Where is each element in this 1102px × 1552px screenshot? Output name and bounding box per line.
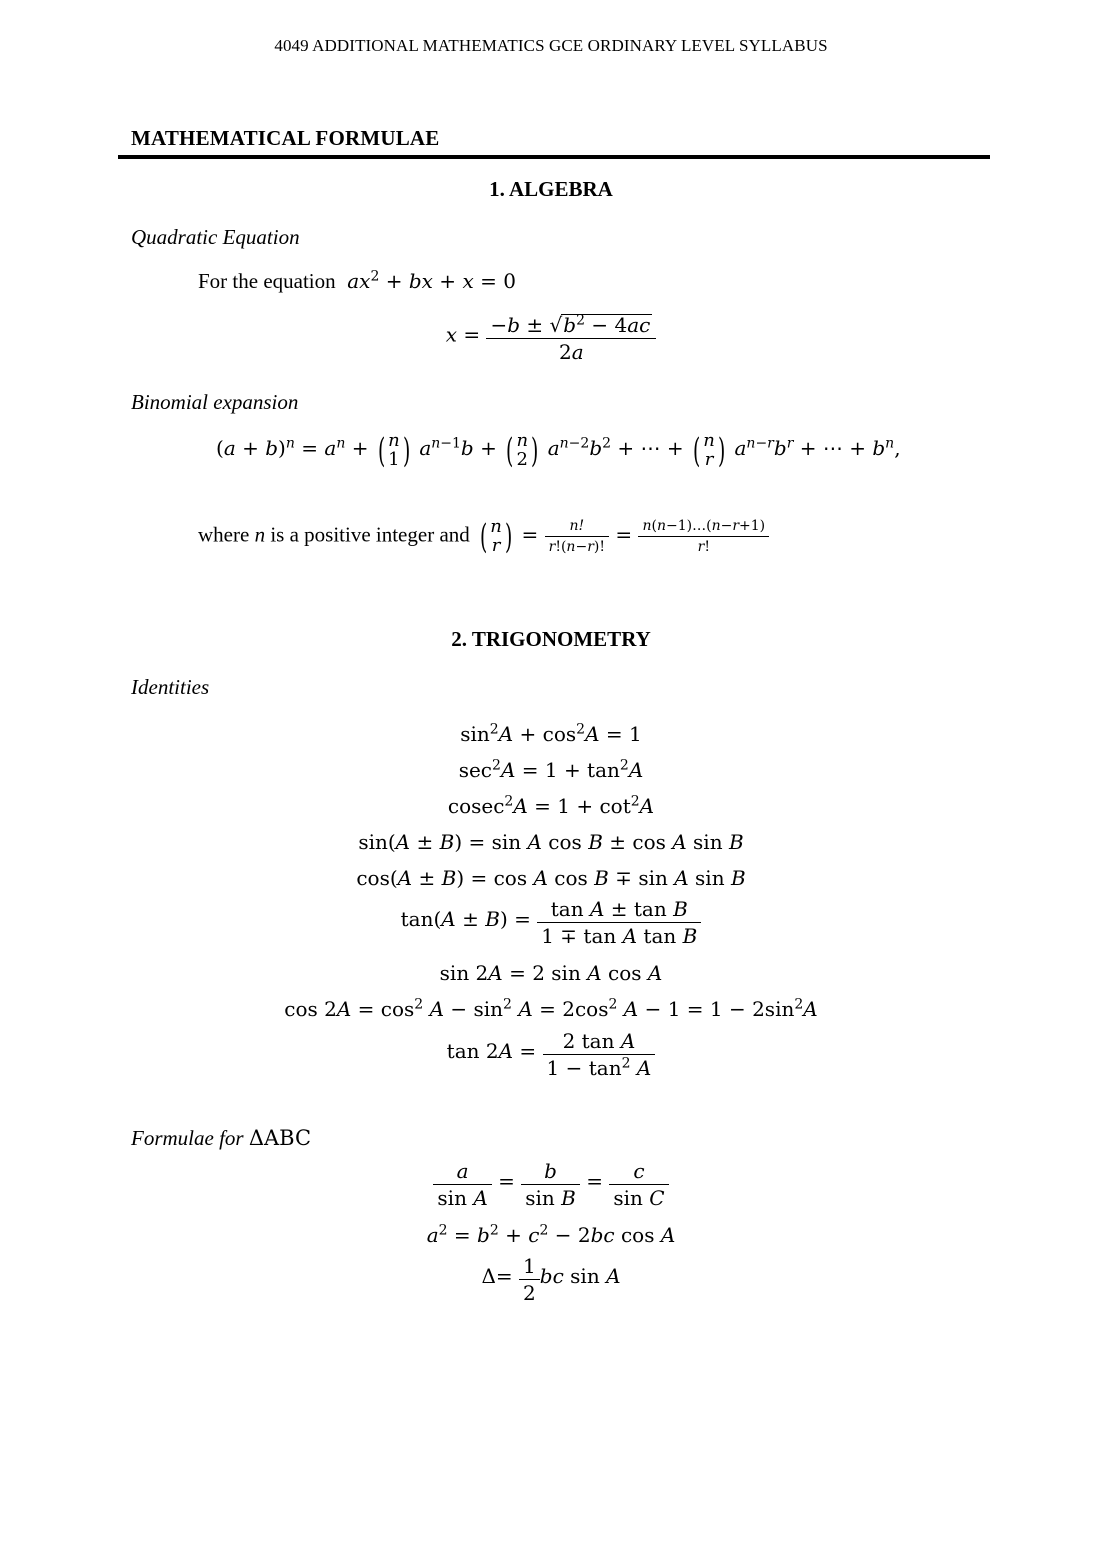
where-n: n	[254, 522, 266, 547]
page-title: MATHEMATICAL FORMULAE	[131, 126, 440, 150]
identity-7: sin 2A = 2 sin A cos A	[439, 961, 663, 985]
identity-1: $\sin^2A + \cos^2A = 1$	[460, 721, 642, 746]
sine-rule: $\frac{a}{\text{sin A}}$ = $\frac{b}{\text{sin B}}$ = $\frac{c}{\text{sin C}}$	[0, 1161, 1102, 1208]
identity-8: $\cos 2A = \cos^2 A - \sin^2 A = 2\cos^2$ $A - 1 = 1 - 2\sin^2A$	[284, 996, 818, 1021]
running-header: 4049 ADDITIONAL MATHEMATICS GCE ORDINARY LEVEL SYLLABUS	[274, 36, 828, 55]
quadratic-fraction: $\frac{-b \pm √b^2 - 4ac}{2a}$	[486, 314, 656, 362]
binomial-definition: where n is a positive integer and ( n r ) = $\frac{n!}{r!(n-r)!}$ = $\frac{n(n-1)\dots(n-r+1)}{r!}$	[198, 518, 769, 556]
identity-6: tan(A ± B) = $\frac{\text{tan A ± tan B}}{\text{1 ∓ tan A tan B}}$	[0, 899, 1102, 946]
identity-9: tan 2A = $\frac{\text{2 tan A}}{1 - \tan^2 A}$	[0, 1031, 1102, 1078]
quadratic-intro-text: For the equation	[198, 269, 336, 293]
subheading-triangle	[131, 1126, 311, 1151]
subheading-identities: Identities	[131, 675, 210, 699]
quadratic-equation: $ax^2$ + bx + x = 0	[347, 268, 516, 293]
quadratic-intro	[198, 269, 516, 294]
cosine-rule: $a^2 = b^2 + c^2 - 2bc$ cos A	[426, 1222, 676, 1247]
section-heading-algebra: 1. ALGEBRA	[489, 177, 613, 201]
subheading-quadratic: Quadratic Equation	[131, 225, 300, 249]
section-heading-trigonometry: 2. TRIGONOMETRY	[451, 627, 651, 651]
identity-4: sin(A ± B) = sin A cos B ± cos A sin B	[358, 830, 744, 854]
binomial-expansion: $(a + b)^n = a^n$ + ( n 1 ) $a^{n-1}b$ + ( n 2 ) $a^{n-2}b^2$ + ⋯ + ( n r ) $a^{n-r}b^r$ + ⋯ + $b^n$,	[216, 430, 901, 471]
where-text-2: is a positive integer and	[270, 522, 470, 547]
identity-5: cos(A ± B) = cos A cos B ∓ sin A sin B	[356, 866, 746, 890]
identity-2: $\sec^2A = 1 + \tan^2A$	[458, 757, 644, 782]
triangle-subheading-text: Formulae for	[131, 1126, 244, 1150]
subheading-binomial: Binomial expansion	[131, 390, 299, 414]
quadratic-formula: x = $\frac{-b \pm √b^2 - 4ac}{2a}$	[0, 314, 1102, 362]
identity-3: $cosec^2A = 1 + \cot^2A$	[447, 793, 655, 818]
where-text: where	[198, 522, 250, 547]
title-rule	[118, 155, 990, 159]
area-formula: Δ= $\frac{1}{2}$ bc sin A	[481, 1254, 621, 1305]
triangle-subheading-math: ΔABC	[248, 1126, 312, 1150]
